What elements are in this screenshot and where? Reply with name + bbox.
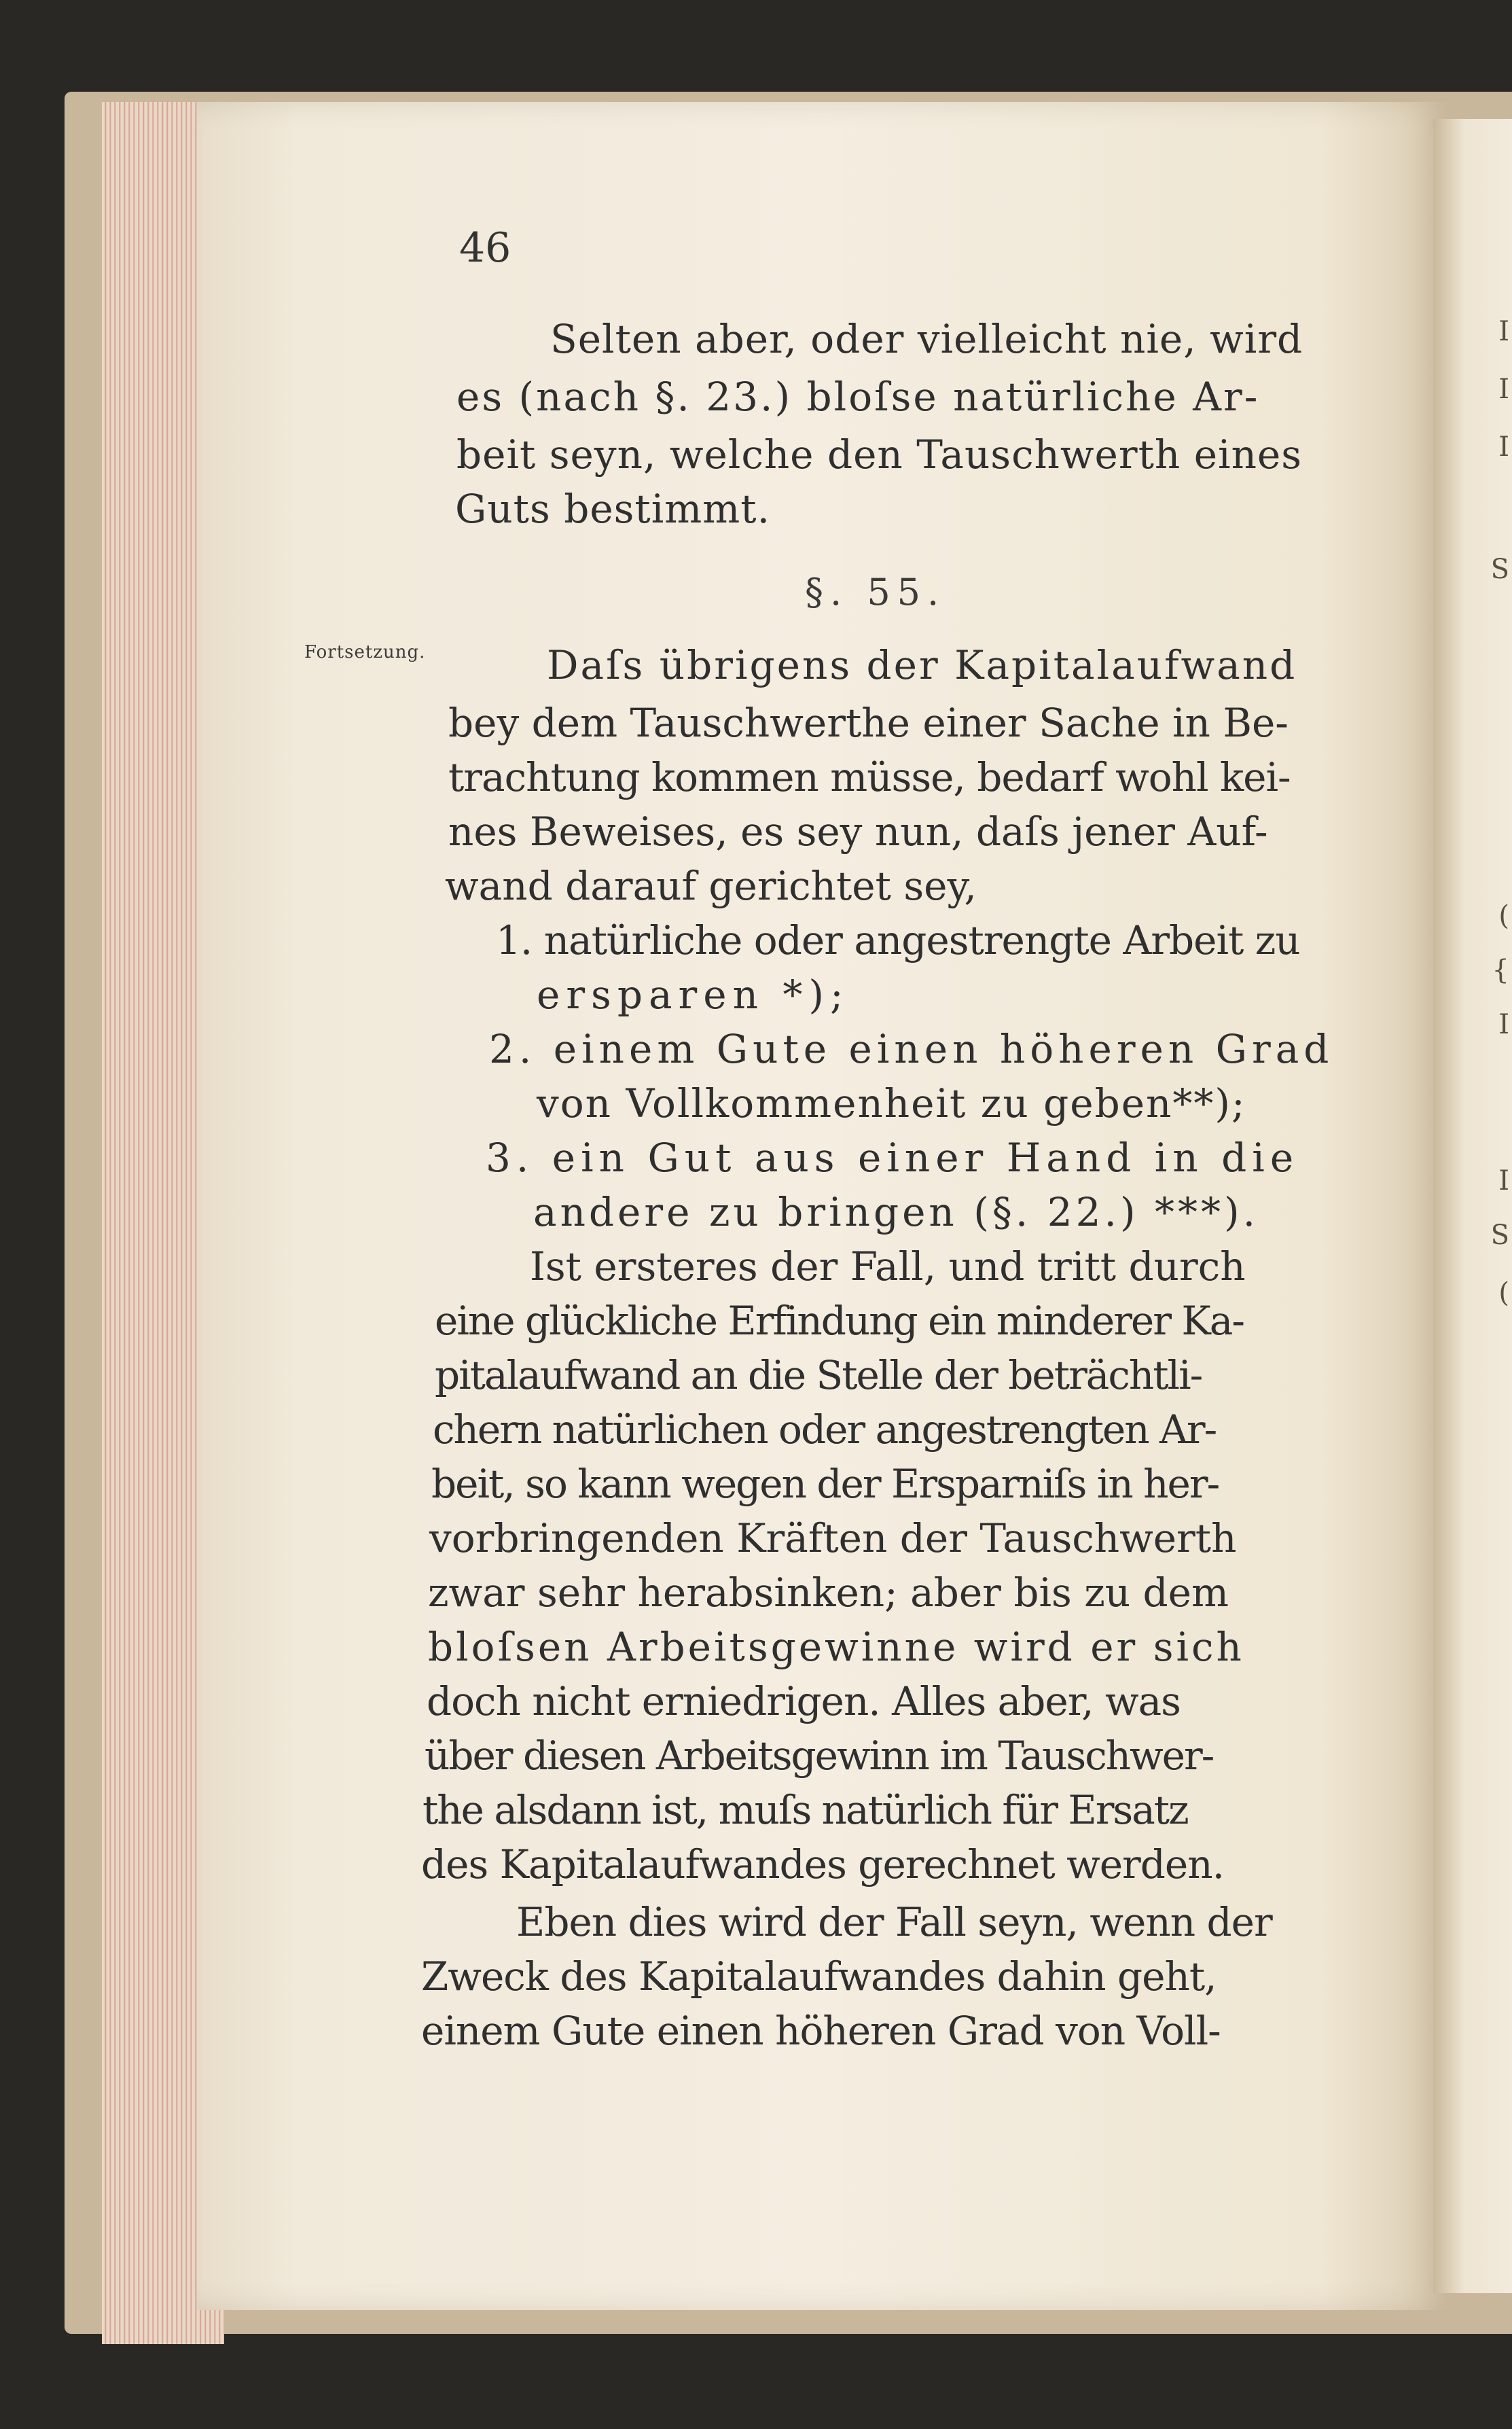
text-line: einem Gute einen höheren Grad von Voll-: [421, 2008, 1221, 2054]
list-item-continuation: ersparen *);: [537, 972, 850, 1018]
facing-glyph: {: [1492, 955, 1509, 986]
facing-glyph: S: [1490, 1220, 1509, 1251]
facing-glyph: I: [1498, 316, 1509, 347]
text-line: es (nach §. 23.) bloſse natürliche Ar-: [456, 374, 1260, 420]
list-item: 1. natürliche oder angestrengte Arbeit zu: [496, 917, 1300, 963]
text-line: bloſsen Arbeitsgewinne wird er sich: [428, 1624, 1244, 1670]
text-line: Eben dies wird der Fall seyn, wenn der: [516, 1899, 1272, 1945]
text-line: beit seyn, welche den Tauschwerth eines: [456, 431, 1303, 478]
list-item-continuation: von Vollkommenheit zu geben**);: [537, 1080, 1246, 1127]
margin-note: Fortsetzung.: [304, 642, 426, 662]
text-line: zwar sehr herabsinken; aber bis zu dem: [428, 1570, 1229, 1616]
facing-glyph: S: [1490, 554, 1509, 585]
text-line: vorbringenden Kräften der Tauschwerth: [429, 1515, 1237, 1561]
facing-glyph: I: [1498, 1165, 1509, 1196]
facing-glyph: I: [1498, 431, 1509, 463]
text-line: pitalaufwand an die Stelle der beträchtli-: [435, 1352, 1202, 1398]
page-number: 46: [459, 224, 511, 272]
text-line: Ist ersteres der Fall, und tritt durch: [530, 1243, 1246, 1290]
text-line: Daſs übrigens der Kapitalaufwand: [547, 642, 1297, 688]
text-line: eine glückliche Erfindung ein minderer Ka-: [435, 1298, 1244, 1344]
facing-glyph: I: [1498, 1009, 1509, 1040]
section-heading: §. 55.: [805, 571, 946, 614]
facing-page-edge: [1433, 119, 1512, 2293]
list-item-continuation: andere zu bringen (§. 22.) ***).: [533, 1189, 1259, 1235]
text-line: des Kapitalaufwandes gerechnet werden.: [421, 1841, 1225, 1887]
text-line: Selten aber, oder vielleicht nie, wird: [550, 316, 1303, 362]
list-item: 2. einem Gute einen höheren Grad: [489, 1026, 1334, 1072]
list-item: 3. ein Gut aus einer Hand in die: [486, 1135, 1299, 1181]
text-line: trachtung kommen müsse, bedarf wohl kei-: [448, 754, 1291, 800]
text-line: über diesen Arbeitsgewinn im Tauschwer-: [425, 1733, 1214, 1779]
text-line: doch nicht erniedrigen. Alles aber, was: [427, 1678, 1181, 1724]
facing-glyph: (: [1498, 900, 1509, 932]
text-line: chern natürlichen oder angestrengten Ar-: [433, 1406, 1217, 1453]
text-line: beit, so kann wegen der Ersparniſs in her-: [431, 1461, 1219, 1507]
text-line: Zweck des Kapitalaufwandes dahin geht,: [421, 1953, 1217, 2000]
text-line: nes Beweises, es sey nun, daſs jener Auf-: [448, 809, 1268, 855]
text-line: Guts bestimmt.: [455, 486, 771, 532]
text-line: the alsdann ist, muſs natürlich für Ersatz: [422, 1787, 1188, 1833]
text-line: wand darauf gerichtet sey,: [445, 863, 977, 909]
facing-glyph: (: [1498, 1277, 1509, 1309]
text-line: bey dem Tauschwerthe einer Sache in Be-: [448, 700, 1289, 746]
facing-glyph: I: [1498, 374, 1509, 405]
